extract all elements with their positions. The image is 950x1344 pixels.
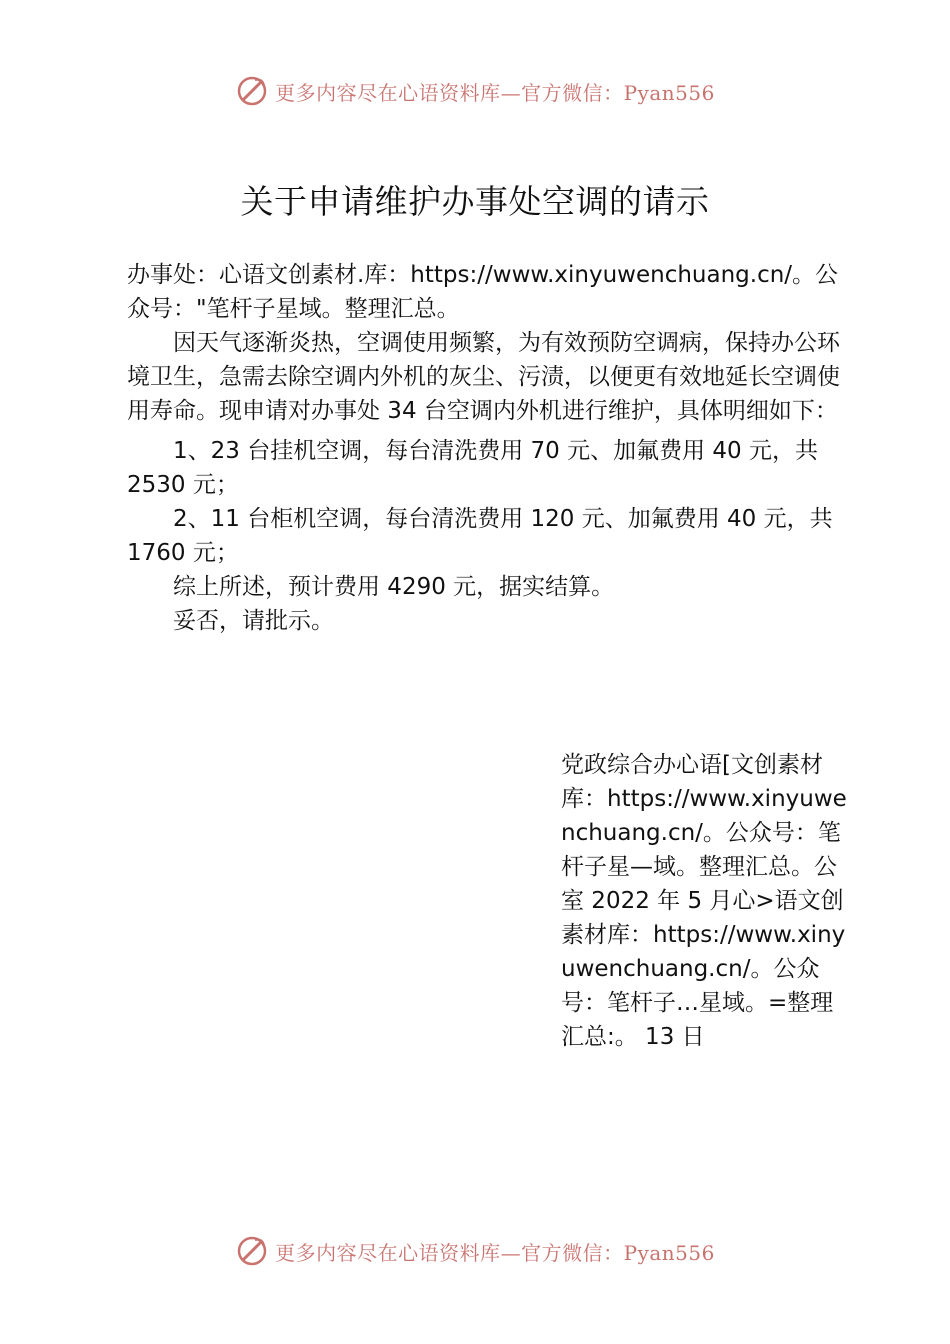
signature-block: 党政综合办心语[文创素材库：https://www.xinyuwenchuang.cn/。公众号：笔杆子星—域。整理汇总。公室 2022 年 5 月心>语文创素材库：https://www.xinyuwenchuang.cn/。公众号：笔杆子…星域。=整理汇总:。 13 日 bbox=[561, 752, 847, 1050]
pen-logo-icon bbox=[235, 74, 269, 108]
body-paragraph-intro: 因天气逐渐炎热，空调使用频繁，为有效预防空调病，保持办公环境卫生，急需去除空调内外机的灰尘、污渍，以便更有效地延长空调使用寿命。现申请对办事处 34 台空调内外机进行维护，具体明细如下： bbox=[127, 330, 840, 424]
document-body bbox=[127, 258, 847, 638]
pen-logo-icon bbox=[235, 1234, 269, 1268]
document-title: 关于申请维护办事处空调的请示 bbox=[240, 182, 710, 221]
body-paragraph-item-1: 1、23 台挂机空调，每台清洗费用 70 元、加氟费用 40 元，共 2530 元； bbox=[127, 438, 818, 498]
body-paragraph-summary: 综上所述，预计费用 4290 元，据实结算。 bbox=[173, 574, 615, 600]
body-paragraph-closing: 妥否，请批示。 bbox=[173, 608, 334, 634]
watermark-footer-text: 更多内容尽在心语资料库—官方微信：Pyan556 bbox=[275, 1240, 715, 1265]
body-paragraph-item-2: 2、11 台柜机空调，每台清洗费用 120 元、加氟费用 40 元，共 1760 元； bbox=[127, 506, 833, 566]
watermark-header bbox=[0, 74, 950, 108]
watermark-header-text: 更多内容尽在心语资料库—官方微信：Pyan556 bbox=[275, 80, 715, 105]
recipient-line: 办事处：心语文创素材.库：https://www.xinyuwenchuang.cn/。公众号："笔杆子星域。整理汇总。 bbox=[127, 262, 839, 322]
watermark-footer bbox=[0, 1234, 950, 1268]
